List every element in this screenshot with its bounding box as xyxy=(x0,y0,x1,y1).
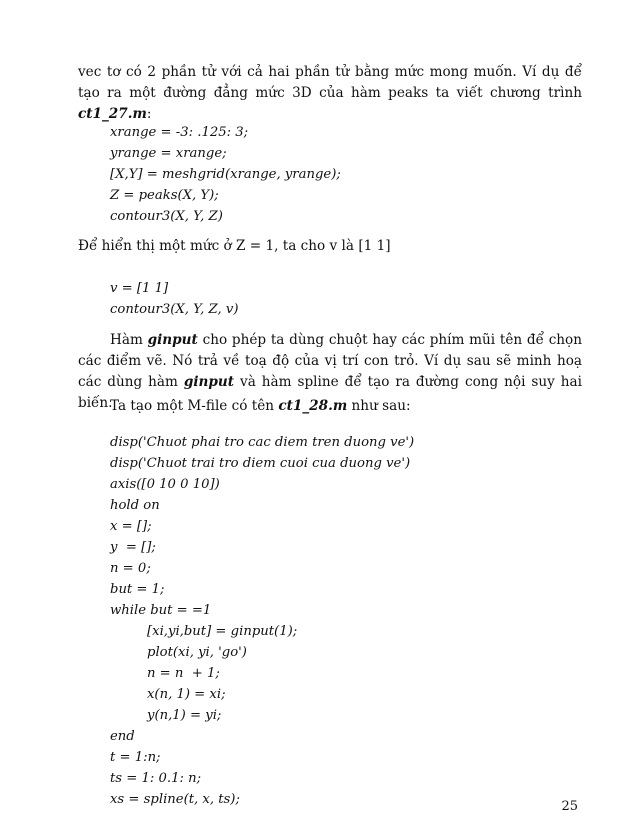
ginput-text-3: và hàm spline để tạo ra đường cong nội suy hai biến. xyxy=(78,374,582,411)
code-line: n = n + 1; xyxy=(147,666,220,681)
code-line: while but = =1 xyxy=(110,603,212,618)
code-line: contour3(X, Y, Z, v) xyxy=(110,302,239,317)
code-line: x(n, 1) = xi; xyxy=(147,687,226,702)
intro-paragraph xyxy=(78,62,582,125)
ginput-fn-1: ginput xyxy=(147,332,198,348)
intro-text: vec tơ có 2 phần tử với cả hai phần tử bằng mức mong muốn. Ví dụ để tạo ra một đường đẳng mức 3D của hàm peaks ta viết chương trình xyxy=(78,64,582,101)
code-line: yrange = xrange; xyxy=(110,146,227,161)
ginput-text-2: cho phép ta dùng chuột hay các phím mũi tên để chọn các điểm vẽ. Nó trả về toạ độ của vị trí con trỏ. Ví dụ sau sẽ minh hoạ các dùng hàm xyxy=(78,332,583,390)
code-line: disp('Chuot trai tro diem cuoi cua duong ve') xyxy=(110,456,411,471)
code-line: hold on xyxy=(110,498,160,513)
code-line: y = []; xyxy=(110,540,156,555)
code-line: x = []; xyxy=(110,519,152,534)
code-line: end xyxy=(110,729,135,744)
code-line: contour3(X, Y, Z) xyxy=(110,209,223,224)
code-line: but = 1; xyxy=(110,582,165,597)
code-line: ts = 1: 0.1: n; xyxy=(110,771,202,786)
ginput-text-1: Hàm xyxy=(110,332,148,348)
code-line: axis([0 10 0 10]) xyxy=(110,477,220,492)
code-line: xs = spline(t, x, ts); xyxy=(110,792,240,807)
page-number: 25 xyxy=(561,799,578,814)
code-line: n = 0; xyxy=(110,561,151,576)
mfile-text-2: như sau: xyxy=(347,398,411,414)
code-line: disp('Chuot phai tro cac diem tren duong ve') xyxy=(110,435,415,450)
code-block-contour-level xyxy=(110,278,590,320)
code-line: Z = peaks(X, Y); xyxy=(110,188,219,203)
intro-filename: ct1_27.m xyxy=(78,106,147,122)
code-line: xrange = -3: .125: 3; xyxy=(110,125,249,140)
mfile-filename: ct1_28.m xyxy=(278,398,348,414)
code-line: [X,Y] = meshgrid(xrange, yrange); xyxy=(110,167,341,182)
mfile-paragraph xyxy=(78,396,582,417)
code-line: [xi,yi,but] = ginput(1); xyxy=(147,624,298,639)
intro-tail: : xyxy=(146,106,152,122)
code-line: v = [1 1] xyxy=(110,281,169,296)
code-line: t = 1:n; xyxy=(110,750,161,765)
code-block-ginput xyxy=(110,432,590,810)
code-line: plot(xi, yi, 'go') xyxy=(147,645,247,660)
level-paragraph: Để hiển thị một mức ở Z = 1, ta cho v là [1 1] xyxy=(78,238,391,254)
code-block-peaks xyxy=(110,122,590,227)
ginput-fn-2: ginput xyxy=(183,374,235,390)
mfile-text-1: Ta tạo một M-file có tên xyxy=(110,398,279,414)
code-line: y(n,1) = yi; xyxy=(147,708,222,723)
